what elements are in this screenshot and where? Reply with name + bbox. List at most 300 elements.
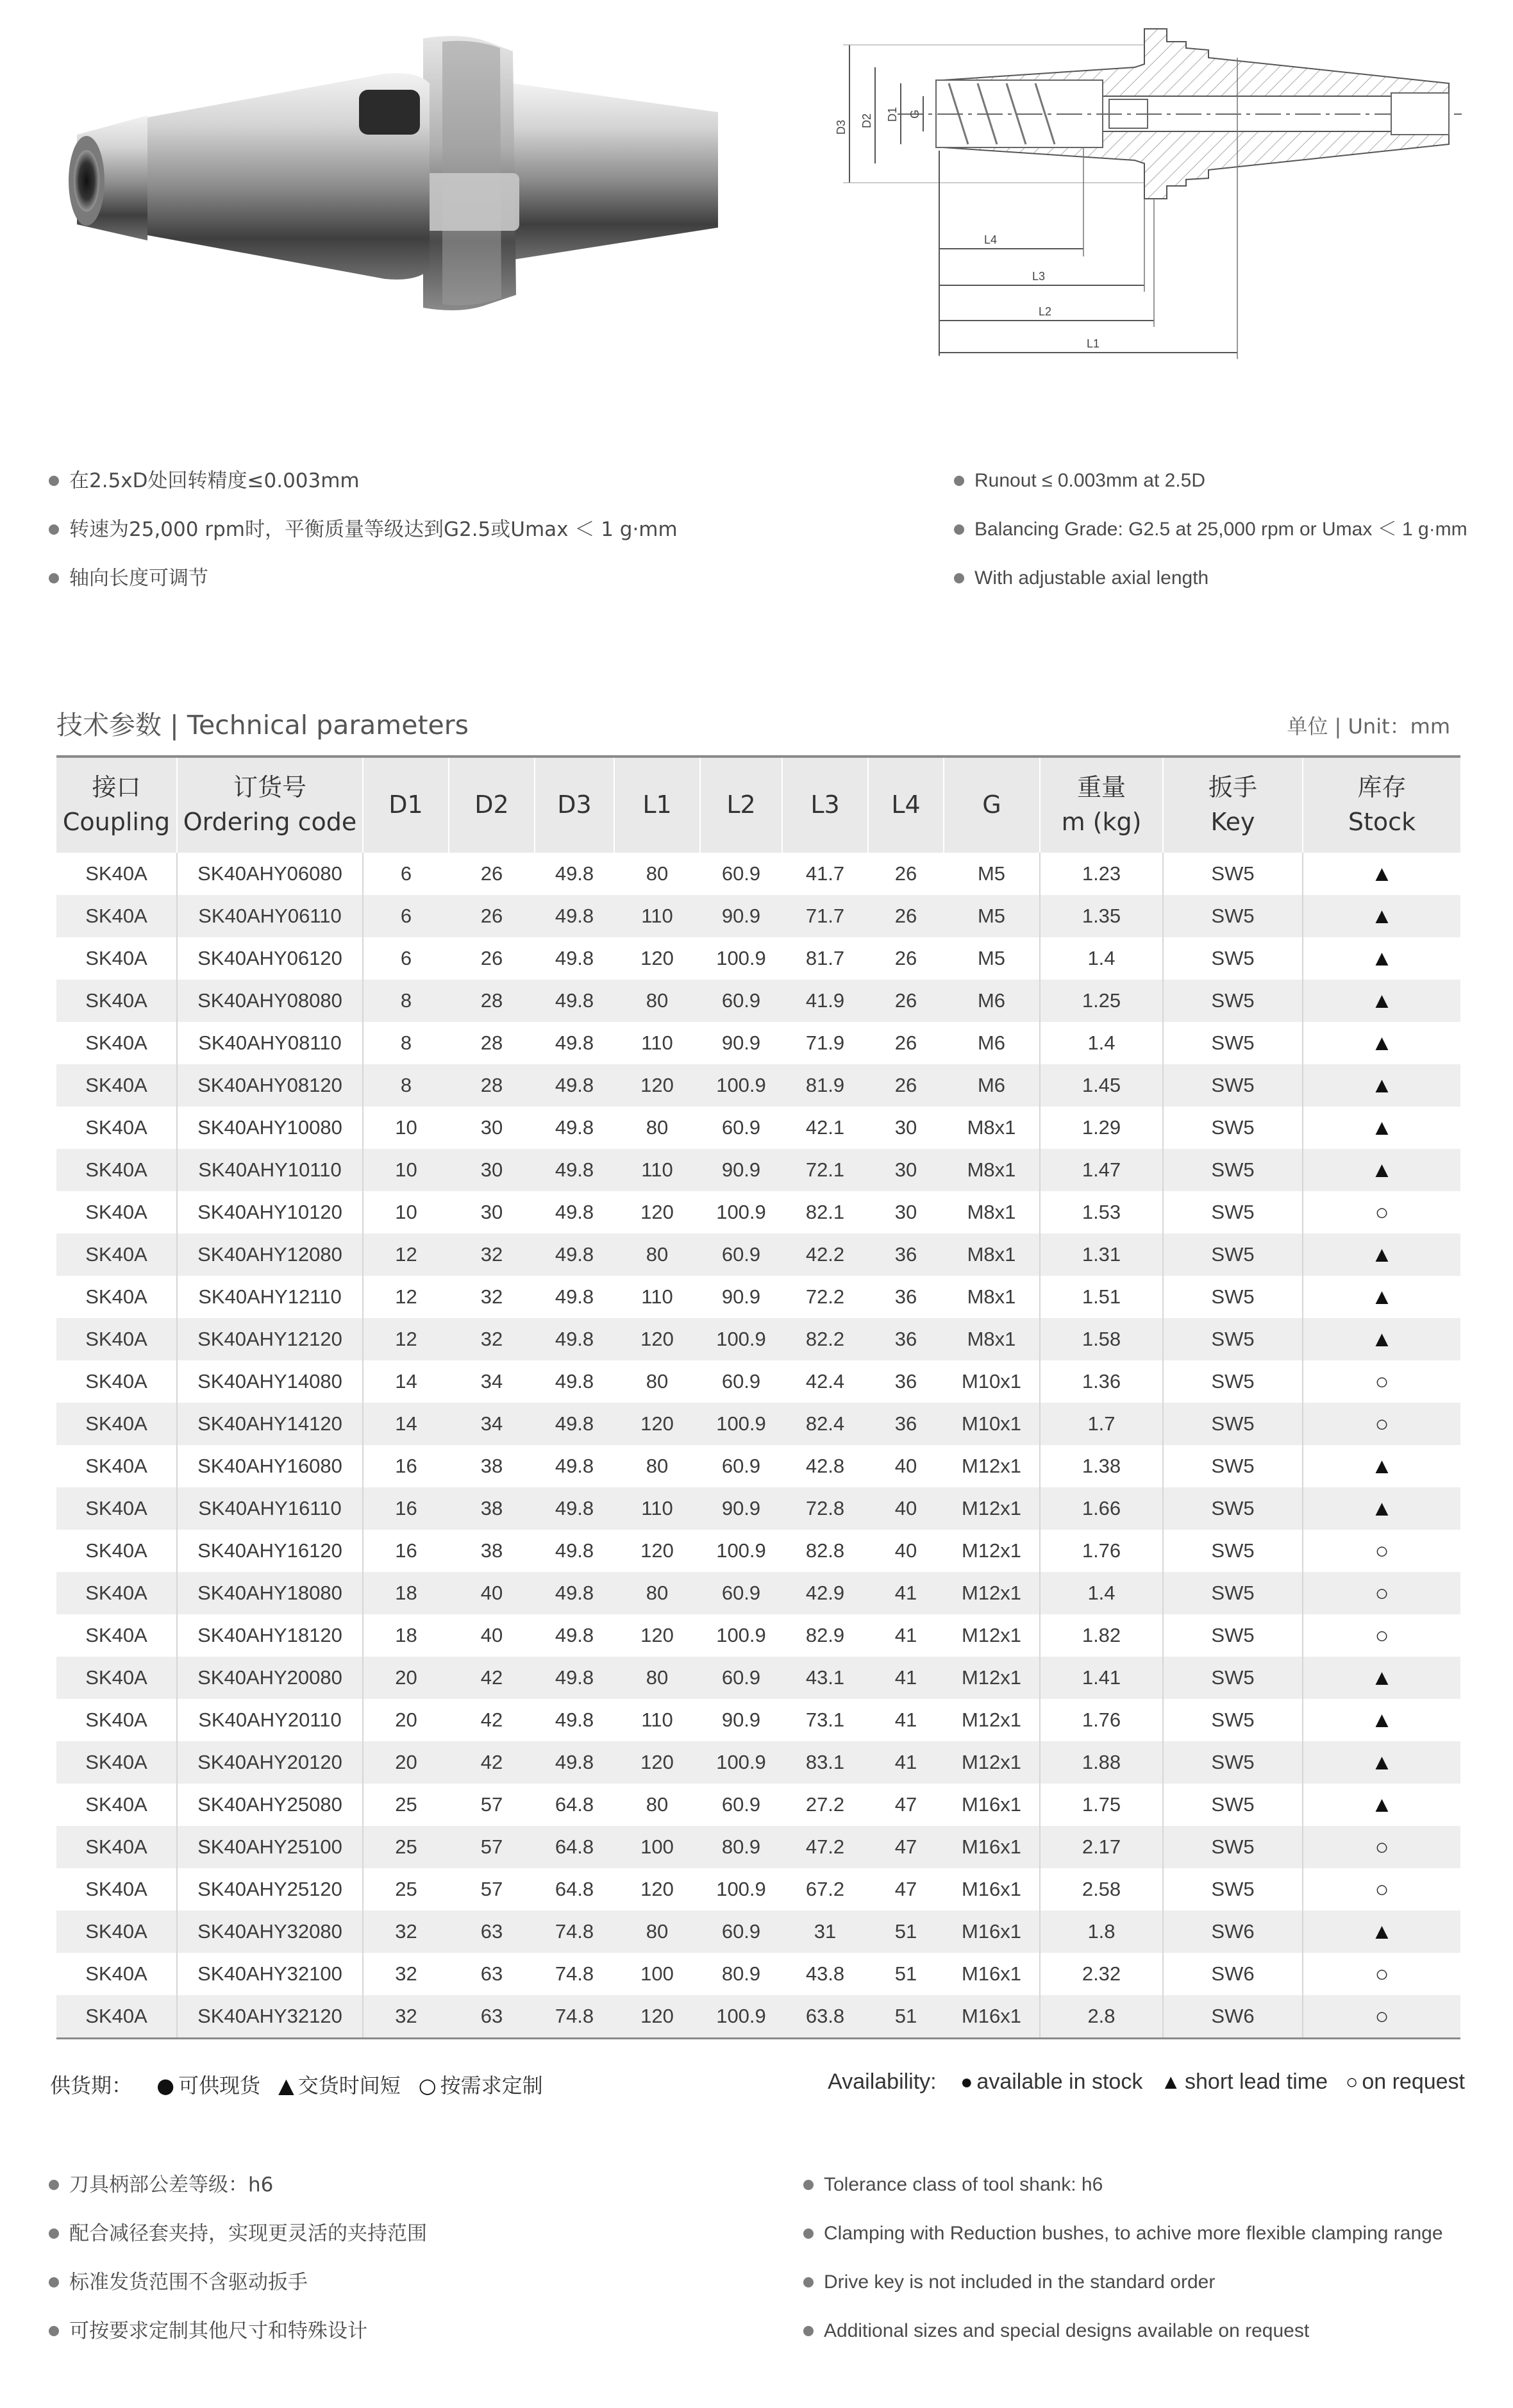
table-cell: 49.8 <box>535 1657 614 1699</box>
table-cell: SK40A <box>56 1911 177 1953</box>
stock-cell <box>1303 1741 1460 1784</box>
table-cell: 40 <box>894 1539 917 1562</box>
table-cell: 49.8 <box>555 1032 594 1054</box>
table-cell: M16x1 <box>944 1826 1040 1868</box>
table-cell: 1.23 <box>1040 853 1163 895</box>
column-header <box>177 758 363 853</box>
table-cell: 28 <box>449 1064 535 1107</box>
table-cell: 60.9 <box>721 1793 761 1816</box>
short-lead-time-icon: ▲ <box>1371 1792 1393 1817</box>
table-cell: SK40A <box>56 1022 177 1064</box>
table-cell: 60.9 <box>721 1370 761 1392</box>
table-cell: SK40AHY14080 <box>177 1360 363 1403</box>
feature-en-item <box>942 456 1467 505</box>
table-cell: 60.9 <box>700 1572 782 1614</box>
table-cell: 36 <box>894 1285 917 1308</box>
table-cell: 49.8 <box>555 1539 594 1562</box>
table-cell: 2.8 <box>1040 1995 1163 2039</box>
column-header <box>700 758 782 853</box>
table-cell: SK40A <box>56 1826 177 1868</box>
table-cell: SW5 <box>1163 1699 1303 1741</box>
table-cell: 74.8 <box>555 1962 594 1985</box>
table-cell: 12 <box>395 1285 417 1308</box>
note-cn-item <box>37 2258 427 2307</box>
table-cell: 82.2 <box>782 1318 868 1360</box>
table-cell: 49.8 <box>535 895 614 937</box>
table-cell: SK40AHY08110 <box>177 1022 363 1064</box>
table-row <box>56 1572 1460 1614</box>
table-cell: M12x1 <box>944 1487 1040 1530</box>
table-cell: 120 <box>640 1624 674 1646</box>
table-cell: 80 <box>614 1572 700 1614</box>
short-lead-time-icon: ▲ <box>1371 903 1393 928</box>
stock-cell <box>1303 1953 1460 1995</box>
table-row <box>56 980 1460 1022</box>
stock-cell <box>1303 1107 1460 1149</box>
stock-cell <box>1303 1064 1460 1107</box>
table-cell: 40 <box>449 1572 535 1614</box>
table-cell: 6 <box>363 895 449 937</box>
short-lead-time-icon: ▲ <box>1371 1030 1393 1055</box>
table-cell: M5 <box>944 937 1040 980</box>
table-cell: SK40AHY16120 <box>177 1530 363 1572</box>
table-cell: 120 <box>640 1878 674 1900</box>
table-cell: 83.1 <box>782 1741 868 1784</box>
availability-legend-cn <box>50 2069 543 2099</box>
table-cell: SK40AHY32080 <box>177 1911 363 1953</box>
table-cell: SW5 <box>1163 1403 1303 1445</box>
table-cell: 120 <box>614 1064 700 1107</box>
table-cell: 100.9 <box>700 1064 782 1107</box>
bullet-icon <box>49 476 59 486</box>
table-cell: 41.7 <box>805 862 845 885</box>
drawing-label-l1: L1 <box>1087 337 1100 350</box>
short-lead-time-icon: ▲ <box>1371 988 1393 1013</box>
stock-cell <box>1303 1149 1460 1191</box>
table-cell: 41 <box>868 1657 944 1699</box>
table-cell: 8 <box>400 1032 412 1054</box>
availability-label-en: Availability: <box>828 2069 937 2094</box>
short-lead-time-icon: ▲ <box>1371 1707 1393 1732</box>
table-cell: 71.9 <box>805 1032 845 1054</box>
short-lead-time-icon: ▲ <box>1371 1326 1393 1351</box>
table-cell: 30 <box>894 1116 917 1139</box>
feature-en-item <box>942 554 1467 603</box>
bullet-icon <box>49 524 59 535</box>
table-cell: M5 <box>944 895 1040 937</box>
table-cell: 80 <box>614 1657 700 1699</box>
table-cell: 1.8 <box>1040 1911 1163 1953</box>
table-cell: 49.8 <box>555 1624 594 1646</box>
on-request-icon: ○ <box>1375 1368 1389 1394</box>
table-cell: 72.2 <box>805 1285 845 1308</box>
table-cell: 25 <box>363 1826 449 1868</box>
table-cell: 120 <box>614 1318 700 1360</box>
table-cell: 42.9 <box>782 1572 868 1614</box>
table-cell: 100 <box>640 1962 674 1985</box>
table-cell: SK40AHY16080 <box>177 1445 363 1487</box>
table-cell: 26 <box>868 980 944 1022</box>
table-cell: 32 <box>363 1911 449 1953</box>
table-cell: 60.9 <box>700 1911 782 1953</box>
legend-item <box>419 2073 543 2098</box>
table-cell: SK40A <box>56 1953 177 1995</box>
table-cell: SK40AHY14120 <box>177 1403 363 1445</box>
table-cell: 60.9 <box>721 1455 761 1477</box>
table-cell: 100.9 <box>700 1995 782 2039</box>
on-request-icon: ○ <box>1375 1876 1389 1902</box>
table-cell: M16x1 <box>944 1911 1040 1953</box>
table-row <box>56 1784 1460 1826</box>
table-cell: SW5 <box>1163 1318 1303 1360</box>
table-cell: 120 <box>614 1741 700 1784</box>
table-cell: 49.8 <box>535 980 614 1022</box>
table-cell: 49.8 <box>535 1487 614 1530</box>
table-cell: 100.9 <box>716 1201 766 1223</box>
table-row <box>56 1064 1460 1107</box>
table-cell: 80 <box>646 862 669 885</box>
stock-cell <box>1303 1911 1460 1953</box>
table-cell: SK40A <box>56 1657 177 1699</box>
table-cell: 47.2 <box>782 1826 868 1868</box>
table-cell: 60.9 <box>700 1657 782 1699</box>
table-cell: 80.9 <box>721 1962 761 1985</box>
column-header <box>363 758 449 853</box>
table-cell: SK40AHY12110 <box>177 1276 363 1318</box>
table-cell: SK40AHY12120 <box>177 1318 363 1360</box>
table-cell: SK40A <box>56 1487 177 1530</box>
legend-text: short lead time <box>1185 2069 1328 2094</box>
stock-cell <box>1303 1276 1460 1318</box>
table-cell: 80.9 <box>700 1826 782 1868</box>
table-cell: 16 <box>395 1455 417 1477</box>
table-cell: 90.9 <box>700 895 782 937</box>
on-request-icon: ○ <box>1375 1622 1389 1648</box>
table-cell: SK40A <box>56 1530 177 1572</box>
table-cell: SW5 <box>1163 1022 1303 1064</box>
column-header <box>868 758 944 853</box>
table-cell: 74.8 <box>535 1995 614 2039</box>
table-cell: SW5 <box>1163 1657 1303 1699</box>
table-cell: 1.76 <box>1040 1530 1163 1572</box>
table-row <box>56 1233 1460 1276</box>
drawing-label-l3: L3 <box>1032 270 1046 283</box>
note-cn-item <box>37 2307 427 2355</box>
technical-drawing <box>833 19 1481 378</box>
table-cell: 41 <box>868 1741 944 1784</box>
table-cell: 20 <box>363 1657 449 1699</box>
table-cell: 31 <box>782 1911 868 1953</box>
short-lead-time-icon: ▲ <box>1371 1453 1393 1478</box>
table-cell: 81.7 <box>805 947 845 969</box>
table-cell: SK40AHY20080 <box>177 1657 363 1699</box>
table-cell: 42 <box>480 1709 503 1731</box>
stock-cell <box>1303 1233 1460 1276</box>
feature-en-item <box>942 505 1467 554</box>
table-row <box>56 1657 1460 1699</box>
table-cell: 80 <box>614 1911 700 1953</box>
table-cell: 26 <box>894 862 917 885</box>
note-cn-text: 配合减径套夹持，实现更灵活的夹持范围 <box>69 2222 427 2245</box>
short-lead-time-icon: ▲ <box>1371 1665 1393 1690</box>
table-cell: 10 <box>395 1116 417 1139</box>
column-header <box>449 758 535 853</box>
table-cell: 1.29 <box>1040 1107 1163 1149</box>
bullet-icon <box>954 476 964 486</box>
table-cell: SW5 <box>1163 1064 1303 1107</box>
table-cell: 49.8 <box>555 1116 594 1139</box>
table-cell: 6 <box>400 862 412 885</box>
table-cell: 41 <box>868 1572 944 1614</box>
table-cell: 90.9 <box>721 1285 761 1308</box>
table-cell: 47 <box>894 1878 917 1900</box>
table-cell: 1.76 <box>1040 1699 1163 1741</box>
column-header-cn: 扳手 <box>1208 773 1257 802</box>
table-cell: 27.2 <box>805 1793 845 1816</box>
stock-cell <box>1303 1530 1460 1572</box>
table-cell: 28 <box>480 1032 503 1054</box>
table-cell: 72.8 <box>782 1487 868 1530</box>
notes-list-en <box>792 2161 1443 2355</box>
legend-item <box>960 2069 1142 2094</box>
table-cell: 47 <box>894 1793 917 1816</box>
table-cell: SW5 <box>1163 1826 1303 1868</box>
table-cell: 2.17 <box>1040 1826 1163 1868</box>
on-request-icon: ○ <box>1375 1199 1389 1225</box>
short-lead-time-icon: ▲ <box>1371 1115 1393 1140</box>
table-cell: 80 <box>614 980 700 1022</box>
table-cell: 63 <box>480 1962 503 1985</box>
table-cell: 1.45 <box>1040 1064 1163 1107</box>
table-cell: 49.8 <box>555 862 594 885</box>
table-cell: 1.36 <box>1040 1360 1163 1403</box>
table-cell: 38 <box>449 1487 535 1530</box>
stock-cell <box>1303 1699 1460 1741</box>
feature-en-text: Runout ≤ 0.003mm at 2.5D <box>974 470 1205 491</box>
table-cell: 40 <box>868 1487 944 1530</box>
stock-cell <box>1303 1868 1460 1911</box>
table-cell: 18 <box>363 1572 449 1614</box>
table-row <box>56 1276 1460 1318</box>
column-header-en: G <box>982 790 1001 819</box>
table-cell: 2.58 <box>1040 1868 1163 1911</box>
availability-label-cn: 供货期： <box>50 2073 133 2098</box>
table-cell: SW5 <box>1163 1572 1303 1614</box>
table-cell: 32 <box>363 1995 449 2039</box>
note-en-text: Additional sizes and special designs available on request <box>824 2320 1310 2341</box>
table-cell: 10 <box>395 1201 417 1223</box>
table-cell: M16x1 <box>944 1953 1040 1995</box>
table-cell: 32 <box>449 1318 535 1360</box>
table-cell: 49.8 <box>555 1709 594 1731</box>
table-cell: 42.1 <box>805 1116 845 1139</box>
table-cell: SW5 <box>1163 1149 1303 1191</box>
table-cell: 49.8 <box>535 1572 614 1614</box>
table-cell: 63 <box>449 1911 535 1953</box>
feature-cn-item <box>37 456 678 505</box>
table-cell: SW5 <box>1163 1741 1303 1784</box>
table-cell: 81.9 <box>782 1064 868 1107</box>
table-row <box>56 1149 1460 1191</box>
column-header-en: L3 <box>810 790 840 819</box>
table-cell: SW5 <box>1163 937 1303 980</box>
short-lead-time-icon: ▲ <box>1371 1284 1393 1309</box>
table-cell: 82.4 <box>782 1403 868 1445</box>
table-cell: 80 <box>614 1233 700 1276</box>
table-cell: 1.7 <box>1040 1403 1163 1445</box>
table-cell: 42.4 <box>805 1370 845 1392</box>
table-cell: M16x1 <box>944 1995 1040 2039</box>
table-cell: 49.8 <box>535 1233 614 1276</box>
table-cell: 72.1 <box>782 1149 868 1191</box>
table-cell: 120 <box>614 1403 700 1445</box>
bullet-icon <box>954 524 964 535</box>
column-header <box>782 758 868 853</box>
stock-cell <box>1303 1614 1460 1657</box>
on-request-icon: ○ <box>1375 1580 1389 1606</box>
feature-en-text: Balancing Grade: G2.5 at 25,000 rpm or Umax ＜ 1 g·mm <box>974 519 1467 540</box>
column-header <box>1303 758 1460 853</box>
short-lead-time-icon: ▲ <box>1371 1496 1393 1521</box>
stock-cell <box>1303 1403 1460 1445</box>
table-cell: SK40AHY06110 <box>177 895 363 937</box>
table-cell: 1.82 <box>1040 1614 1163 1657</box>
table-row <box>56 1995 1460 2039</box>
table-row <box>56 1487 1460 1530</box>
drawing-label-l4: L4 <box>984 233 998 246</box>
table-cell: SW5 <box>1163 980 1303 1022</box>
short-lead-time-icon: ▲ <box>1371 861 1393 886</box>
table-cell: M12x1 <box>944 1657 1040 1699</box>
table-cell: 42.2 <box>782 1233 868 1276</box>
table-cell: 63.8 <box>782 1995 868 2039</box>
table-cell: 32 <box>480 1285 503 1308</box>
stock-cell <box>1303 1318 1460 1360</box>
on-request-icon: ○ <box>1375 1410 1389 1437</box>
legend-text: 可供现货 <box>178 2073 261 2098</box>
feature-cn-item <box>37 554 678 603</box>
on-request-icon: ○ <box>1375 2003 1389 2029</box>
stock-cell <box>1303 1022 1460 1064</box>
feature-en-text: With adjustable axial length <box>974 567 1209 589</box>
stock-cell <box>1303 895 1460 937</box>
table-cell: 40 <box>480 1624 503 1646</box>
table-cell: 1.4 <box>1040 1572 1163 1614</box>
table-cell: 1.53 <box>1040 1191 1163 1233</box>
table-cell: SW5 <box>1163 1191 1303 1233</box>
table-cell: SW5 <box>1163 1530 1303 1572</box>
drawing-label-g: G <box>908 109 921 119</box>
table-cell: 12 <box>363 1233 449 1276</box>
table-cell: 41 <box>894 1624 917 1646</box>
note-en-item <box>792 2307 1443 2355</box>
table-cell: 25 <box>395 1793 417 1816</box>
table-cell: 80 <box>646 1116 669 1139</box>
table-row <box>56 1911 1460 1953</box>
bullet-icon <box>803 2180 814 2190</box>
stock-cell <box>1303 937 1460 980</box>
table-cell: 57 <box>449 1826 535 1868</box>
table-cell: 80 <box>646 1455 669 1477</box>
legend-item <box>156 2073 260 2098</box>
short-lead-time-icon: ▲ <box>1371 946 1393 971</box>
bullet-icon <box>49 573 59 583</box>
note-en-item <box>792 2209 1443 2258</box>
table-cell: SK40A <box>56 1445 177 1487</box>
table-cell: 36 <box>868 1233 944 1276</box>
table-row <box>56 1868 1460 1911</box>
table-cell: SK40A <box>56 1107 177 1149</box>
table-cell: 80 <box>646 1793 669 1816</box>
column-header-cn: 重量 <box>1076 773 1126 802</box>
legend-symbol-icon: ● <box>960 2070 973 2093</box>
table-cell: SW5 <box>1163 1276 1303 1318</box>
table-cell: 51 <box>868 1911 944 1953</box>
note-cn-text: 标准发货范围不含驱动扳手 <box>69 2271 308 2294</box>
table-cell: SK40A <box>56 1699 177 1741</box>
table-cell: M6 <box>944 1064 1040 1107</box>
table-cell: 1.38 <box>1040 1445 1163 1487</box>
column-header-en: Ordering code <box>183 808 357 836</box>
column-header-cn: 订货号 <box>233 773 306 802</box>
table-cell: 110 <box>614 1487 700 1530</box>
availability-legend-en <box>828 2069 1465 2094</box>
table-row <box>56 1530 1460 1572</box>
table-cell: 100.9 <box>716 1539 766 1562</box>
note-en-item <box>792 2161 1443 2209</box>
table-row <box>56 1614 1460 1657</box>
table-cell: 60.9 <box>700 980 782 1022</box>
table-cell: M8x1 <box>944 1191 1040 1233</box>
column-header <box>944 758 1040 853</box>
legend-item <box>1346 2069 1465 2094</box>
legend-symbol-icon: ● <box>156 2073 175 2098</box>
table-cell: 30 <box>449 1149 535 1191</box>
table-cell: 80 <box>646 1370 669 1392</box>
table-cell: SK40AHY12080 <box>177 1233 363 1276</box>
note-cn-text: 可按要求定制其他尺寸和特殊设计 <box>69 2320 367 2343</box>
table-cell: 71.7 <box>782 895 868 937</box>
table-cell: M12x1 <box>944 1572 1040 1614</box>
table-cell: SW5 <box>1163 1360 1303 1403</box>
table-cell: 90.9 <box>721 1032 761 1054</box>
table-cell: M10x1 <box>944 1360 1040 1403</box>
table-cell: 32 <box>449 1233 535 1276</box>
table-cell: 1.35 <box>1040 895 1163 937</box>
table-cell: SW5 <box>1163 1614 1303 1657</box>
table-cell: 120 <box>640 1539 674 1562</box>
table-cell: 100.9 <box>716 947 766 969</box>
bullet-icon <box>49 2277 59 2287</box>
table-cell: 51 <box>894 1962 917 1985</box>
table-header-row <box>56 758 1460 853</box>
table-cell: SK40AHY08080 <box>177 980 363 1022</box>
table-cell: SK40A <box>56 1614 177 1657</box>
table-cell: 1.66 <box>1040 1487 1163 1530</box>
table-cell: SK40A <box>56 1360 177 1403</box>
table-cell: SK40A <box>56 1318 177 1360</box>
table-cell: 20 <box>363 1741 449 1784</box>
table-cell: SK40AHY25080 <box>177 1784 363 1826</box>
table-cell: 1.4 <box>1040 1022 1163 1064</box>
table-cell: SK40AHY10110 <box>177 1149 363 1191</box>
table-cell: 26 <box>449 895 535 937</box>
stock-cell <box>1303 1360 1460 1403</box>
table-cell: 26 <box>894 947 917 969</box>
legend-item <box>278 2073 401 2098</box>
table-cell: SK40AHY32120 <box>177 1995 363 2039</box>
features-list-en <box>942 456 1467 603</box>
